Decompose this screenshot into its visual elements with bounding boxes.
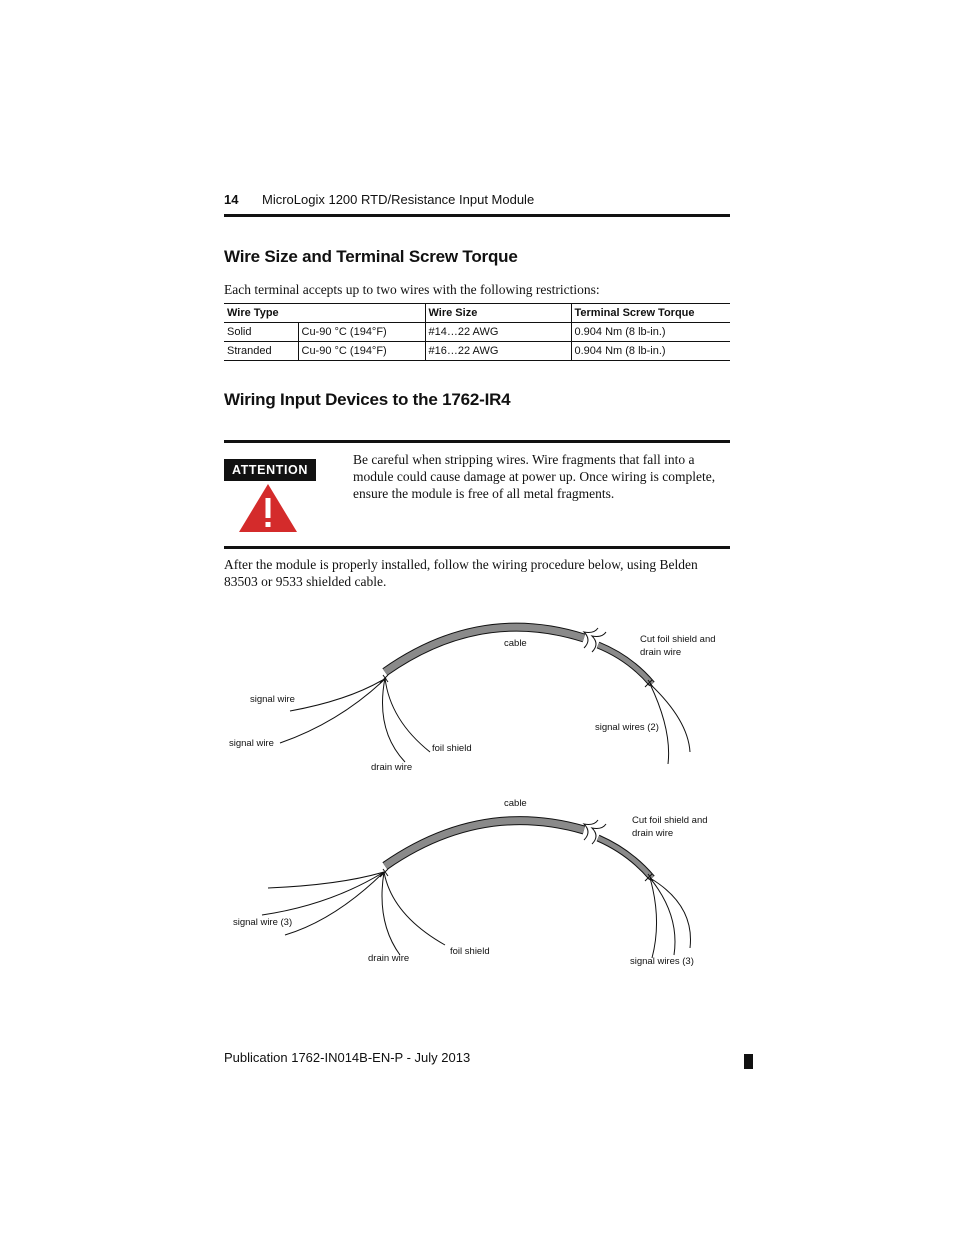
table-cell: 0.904 Nm (8 lb-in.) — [571, 323, 730, 342]
table-cell: #16…22 AWG — [425, 342, 571, 361]
label-cable: cable — [504, 798, 527, 809]
label-cut-foil: Cut foil shield and drain wire — [640, 634, 716, 658]
table-cell: Solid — [224, 323, 298, 342]
table-cell: #14…22 AWG — [425, 323, 571, 342]
running-header-title: MicroLogix 1200 RTD/Resistance Input Module — [262, 192, 535, 207]
label-signal-wire: signal wire (3) — [233, 917, 293, 928]
section-heading-wire-size: Wire Size and Terminal Screw Torque — [224, 247, 518, 266]
col-header-torque: Terminal Screw Torque — [571, 304, 730, 323]
label-drain-wire: drain wire — [368, 953, 410, 964]
table-cell: Cu-90 °C (194°F) — [298, 323, 425, 342]
col-header-wire-type: Wire Type — [224, 304, 425, 323]
footer-publication: Publication 1762-IN014B-EN-P - July 2013 — [224, 1050, 471, 1065]
page-number: 14 — [224, 192, 239, 207]
footer-mark — [744, 1054, 753, 1069]
attention-badge: ATTENTION — [224, 459, 316, 481]
label-signal-wires: signal wires (3) — [630, 956, 694, 967]
label-signal-wires: signal wires (2) — [595, 722, 659, 733]
label-drain-wire: drain wire — [371, 762, 413, 773]
label-cut-foil: Cut foil shield and drain wire — [632, 815, 708, 839]
col-header-wire-size: Wire Size — [425, 304, 571, 323]
procedure-text: After the module is properly installed, follow the wiring procedure below, using Belden 83503 or 9533 shielded cable. — [224, 557, 698, 589]
label-cable: cable — [504, 638, 527, 649]
table-cell: Cu-90 °C (194°F) — [298, 342, 425, 361]
wire-intro-text: Each terminal accepts up to two wires with the following restrictions: — [224, 282, 600, 297]
label-foil-shield: foil shield — [450, 946, 490, 957]
label-foil-shield: foil shield — [432, 743, 472, 754]
attention-text: Be careful when stripping wires. Wire fragments that fall into a module could cause damage at power up. Once wiring is complete, ensure the module is free of all metal fragments. — [353, 452, 716, 501]
label-signal-wire: signal wire — [229, 738, 274, 749]
section-heading-wiring-input: Wiring Input Devices to the 1762-IR4 — [224, 390, 511, 409]
table-cell: 0.904 Nm (8 lb-in.) — [571, 342, 730, 361]
table-cell: Stranded — [224, 342, 298, 361]
label-signal-wire: signal wire — [250, 694, 295, 705]
